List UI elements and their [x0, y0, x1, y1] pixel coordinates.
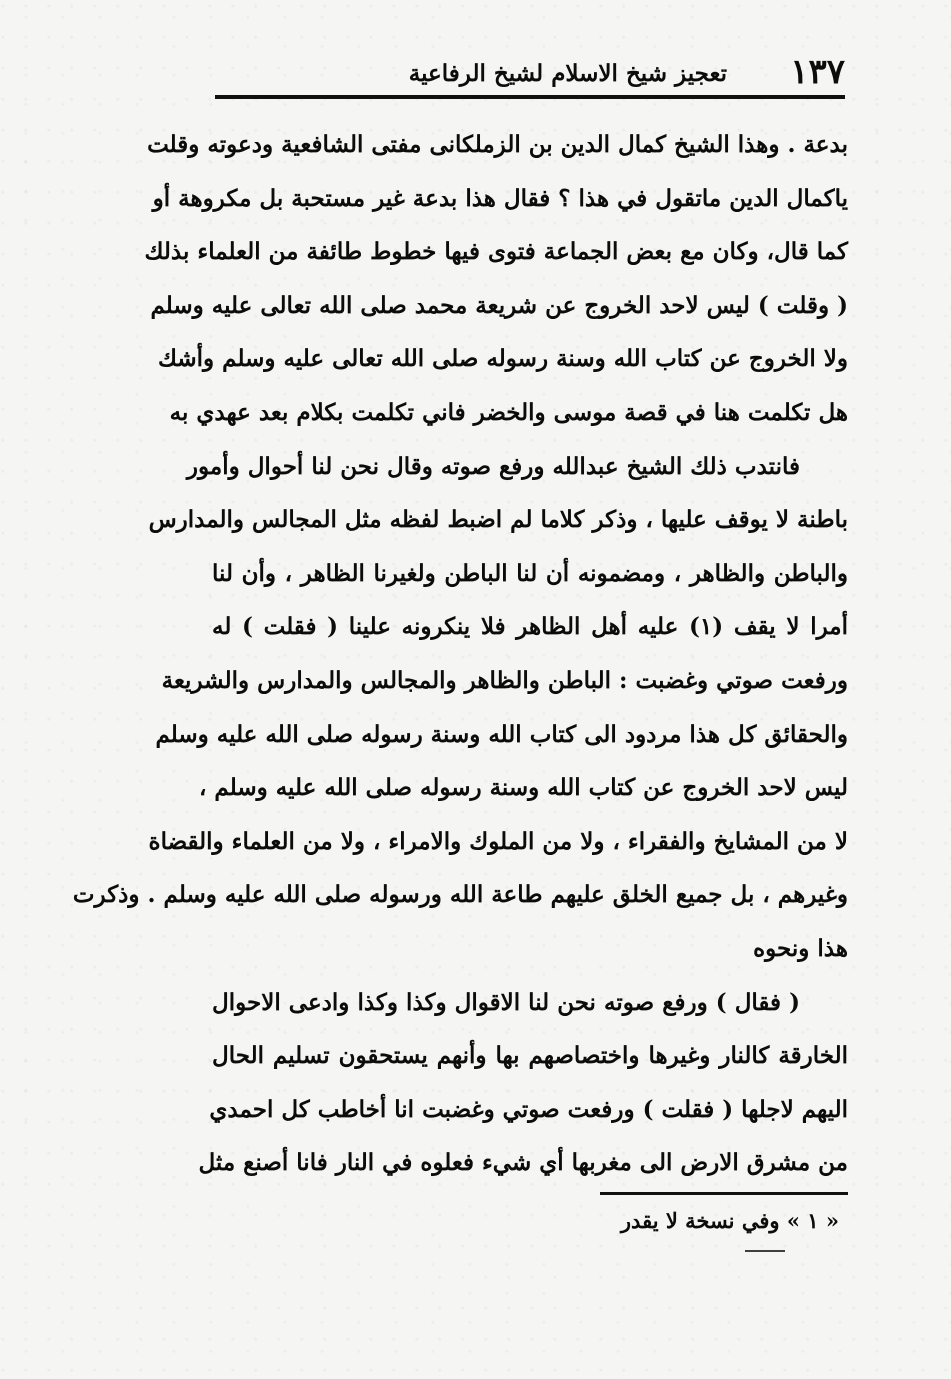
text-line: ياكمال الدين ماتقول في هذا ؟ فقال هذا بدعة غير مستحبة بل مكروهة أو [152, 184, 848, 212]
text-line: كما قال، وكان مع بعض الجماعة فتوى فيها خطوط طائفة من العلماء بذلك [144, 238, 848, 266]
text-line: ليس لاحد الخروج عن كتاب الله وسنة رسوله صلى الله عليه وسلم ، [198, 774, 848, 802]
text-line: ولا الخروج عن كتاب الله وسنة رسوله صلى الله تعالى عليه وسلم وأشك [158, 345, 848, 373]
text-line: من مشرق الارض الى مغربها أي شيء فعلوه في النار فانا أصنع مثل [198, 1149, 848, 1177]
text-line: والباطن والظاهر ، ومضمونه أن لنا الباطن ولغيرنا الظاهر ، وأن لنا [212, 559, 848, 587]
footnote-rule [600, 1192, 848, 1195]
text-line: باطنة لا يوقف عليها ، وذكر كلاما لم اضبط لفظه مثل المجالس والمدارس [148, 506, 848, 534]
text-line: الخارقة كالنار وغيرها واختصاصهم بها وأنهم يستحقون تسليم الحال [212, 1042, 848, 1070]
text-line: ( وقلت ) ليس لاحد الخروج عن شريعة محمد صلى الله تعالى عليه وسلم [150, 291, 848, 319]
text-line: هل تكلمت هنا في قصة موسى والخضر فاني تكلمت بكلام بعد عهدي به [169, 398, 848, 426]
running-header [215, 52, 845, 96]
text-line: ( فقال ) ورفع صوته نحن لنا الاقوال وكذا وكذا وادعى الاحوال [212, 988, 800, 1016]
text-line: هذا ونحوه [753, 934, 848, 962]
bottom-mark [745, 1250, 785, 1252]
text-line: والحقائق كل هذا مردود الى كتاب الله وسنة رسوله صلى الله عليه وسلم [155, 720, 848, 748]
text-line: بدعة . وهذا الشيخ كمال الدين بن الزملكانى مفتى الشافعية ودعوته وقلت [147, 131, 848, 158]
text-line: وغيرهم ، بل جميع الخلق عليهم طاعة الله ورسوله صلى الله عليه وسلم . وذكرت [72, 881, 848, 909]
footnote: « ١ » وفي نسخة لا يقدر [620, 1208, 839, 1233]
text-line: ورفعت صوتي وغضبت : الباطن والظاهر والمجالس والمدارس والشريعة [161, 666, 848, 694]
text-line: فانتدب ذلك الشيخ عبدالله ورفع صوته وقال نحن لنا أحوال وأمور [186, 452, 800, 480]
text-line: اليهم لاجلها ( فقلت ) ورفعت صوتي وغضبت انا أخاطب كل احمدي [209, 1095, 848, 1123]
page-number: ١٣٧ [790, 52, 845, 92]
text-line: لا من المشايخ والفقراء ، ولا من الملوك والامراء ، ولا من العلماء والقضاة [148, 827, 848, 855]
header-rule [215, 95, 845, 99]
body-text [72, 118, 848, 1190]
header-title: تعجيز شيخ الاسلام لشيخ الرفاعية [408, 60, 727, 87]
text-line: أمرا لا يقف (١) عليه أهل الظاهر فلا ينكرونه علينا ( فقلت ) له [212, 613, 848, 641]
